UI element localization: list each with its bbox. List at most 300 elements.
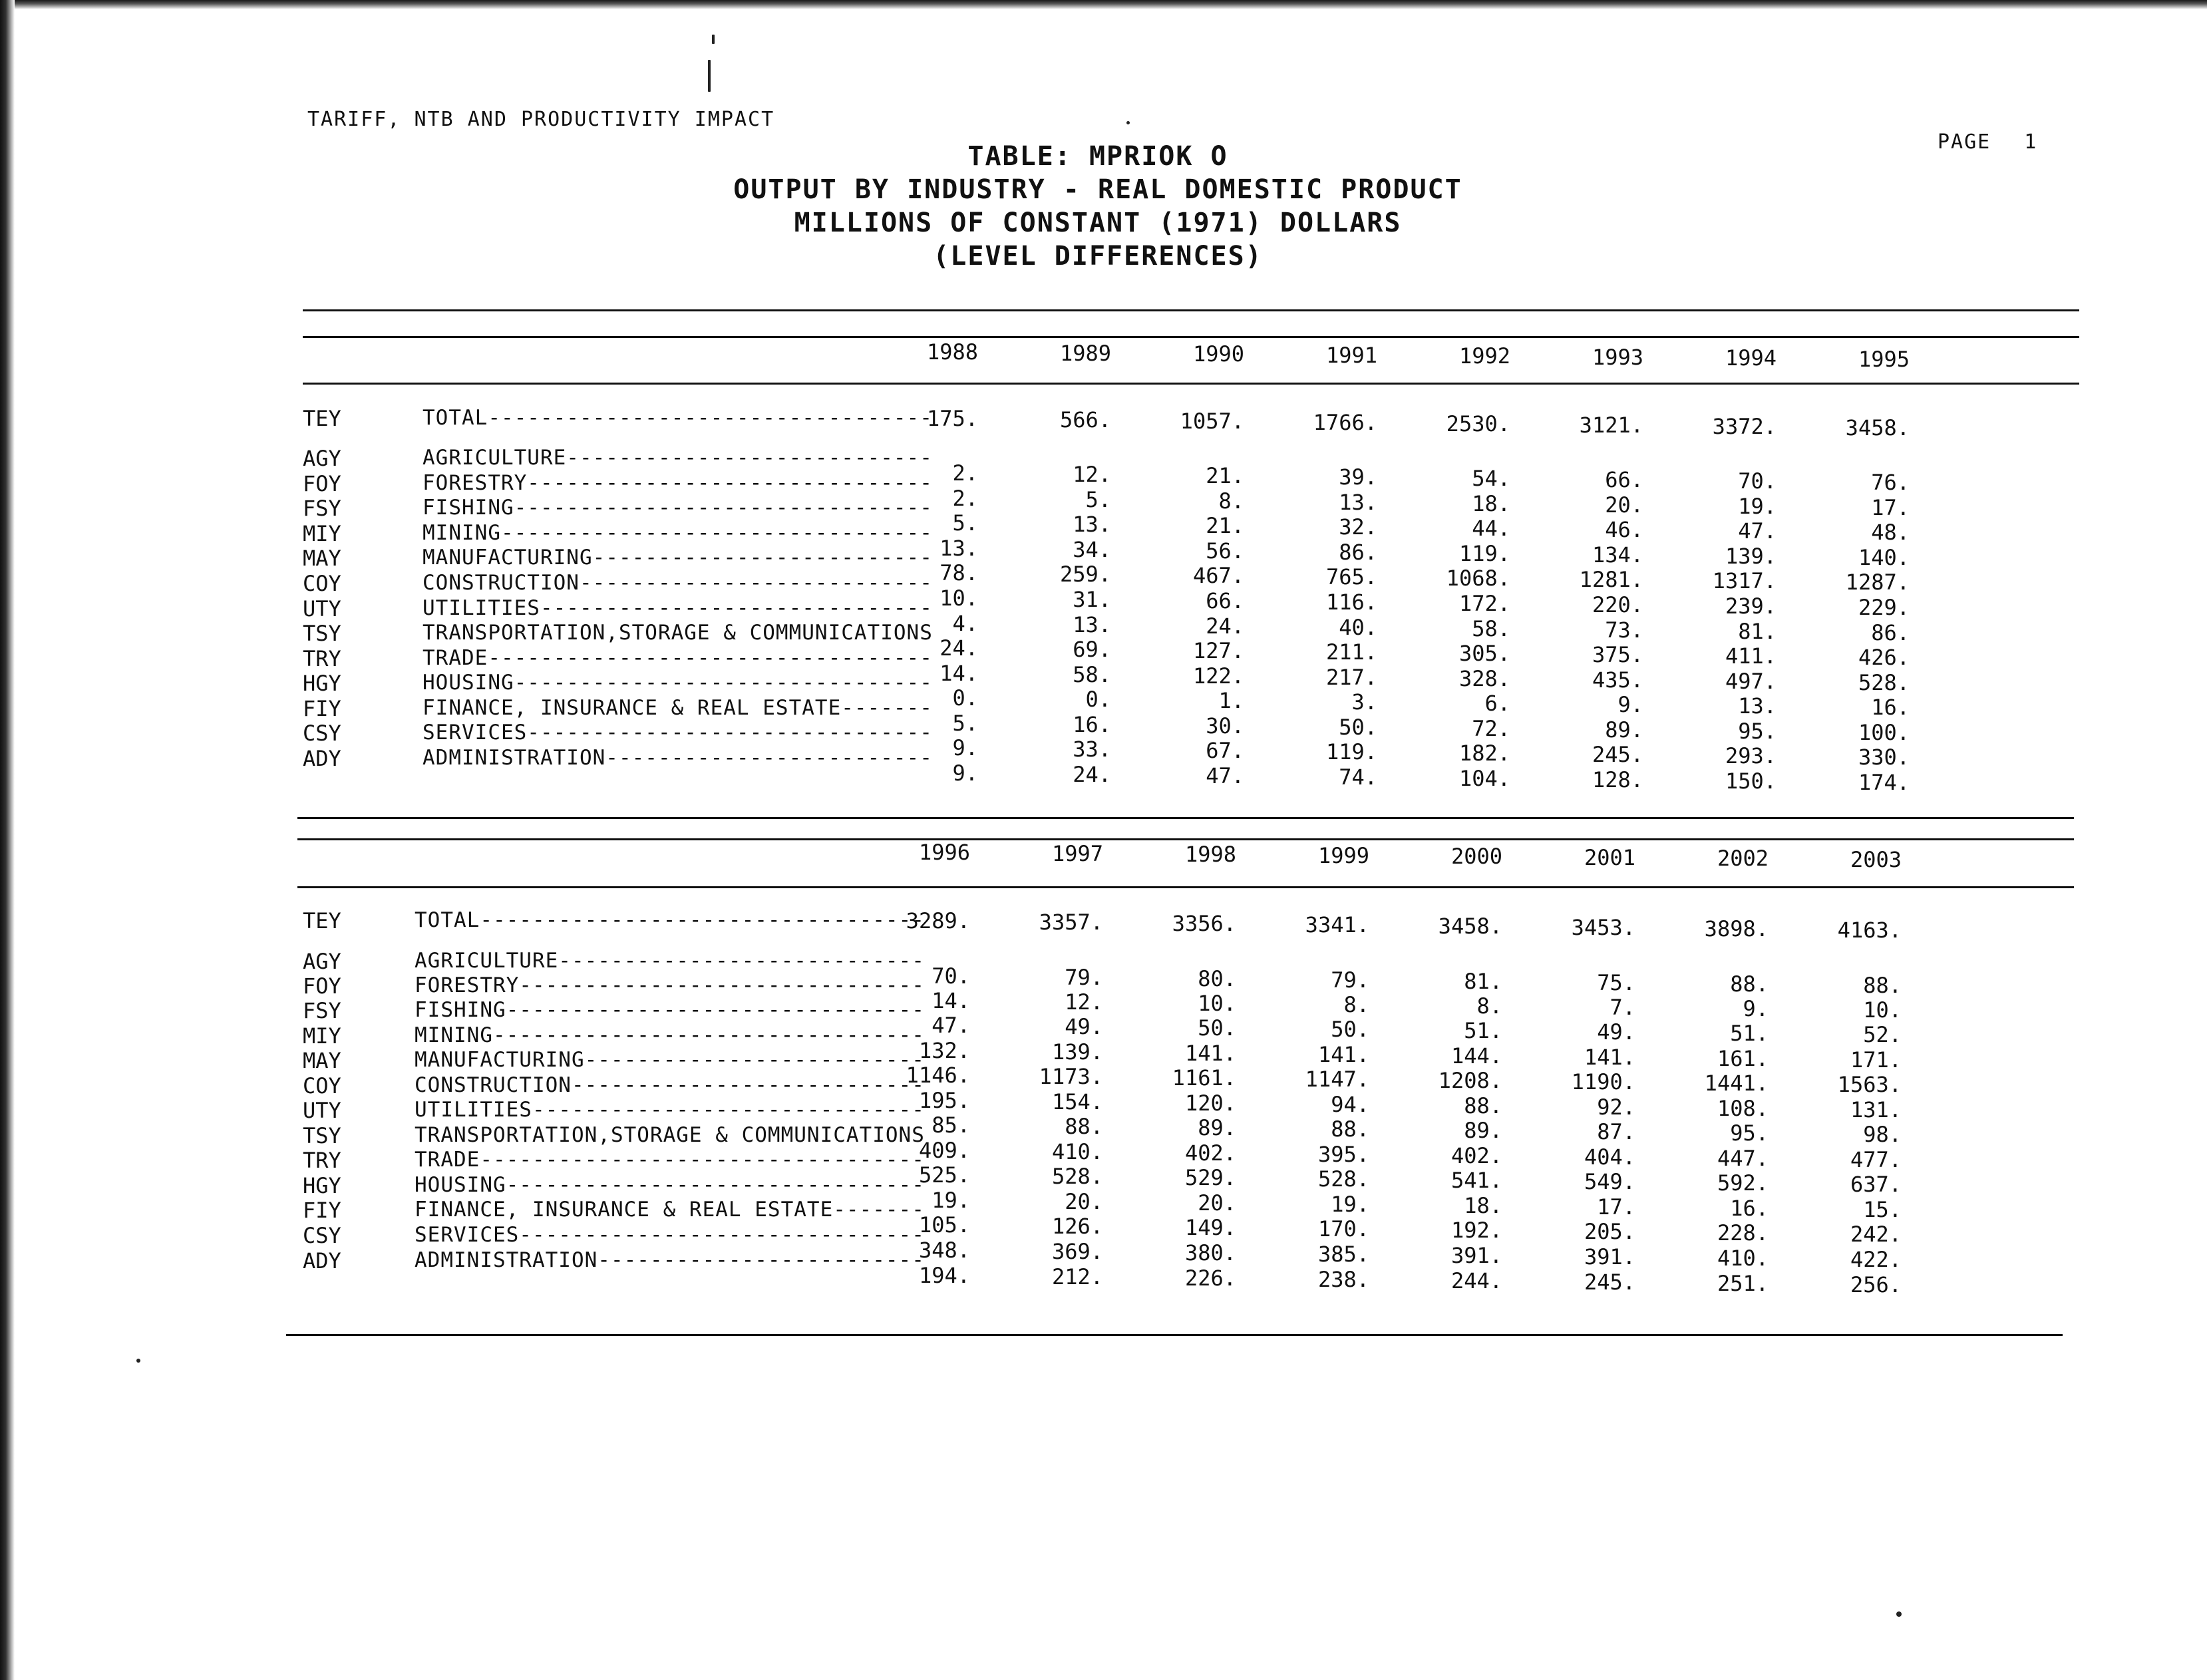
- year-header: 1993: [1592, 344, 1643, 370]
- table-cell: 19.: [1331, 1192, 1369, 1217]
- table-cell: 149.: [1184, 1215, 1236, 1240]
- industry-name: TRANSPORTATION,STORAGE & COMMUNICATIONS: [415, 1123, 925, 1147]
- table-cell: 89.: [1198, 1115, 1236, 1140]
- table-rule: [303, 336, 2079, 338]
- table-cell: 19.: [1738, 494, 1777, 519]
- table-cell: 104.: [1458, 766, 1510, 791]
- table-cell: 154.: [1051, 1089, 1103, 1114]
- table-cell: 348.: [918, 1238, 970, 1263]
- table-cell: 3.: [1351, 689, 1377, 715]
- industry-code: MIY: [303, 1023, 341, 1049]
- table-cell: 70.: [1738, 468, 1777, 494]
- table-cell: 24.: [1073, 762, 1111, 787]
- table-cell: 141.: [1584, 1045, 1635, 1070]
- table-cell: 48.: [1871, 520, 1910, 545]
- table-cell: 20.: [1198, 1190, 1236, 1216]
- scan-edge-top: [0, 0, 2207, 9]
- table-cell: 592.: [1717, 1170, 1769, 1196]
- table-cell: 88.: [1065, 1114, 1103, 1139]
- table-cell: 10.: [1198, 991, 1236, 1016]
- table-titles: [665, 140, 1530, 273]
- table-cell: 52.: [1863, 1022, 1902, 1047]
- industry-name: ADMINISTRATION-------------------------: [423, 746, 933, 770]
- table-cell: 58.: [1073, 662, 1111, 687]
- table-cell: 58.: [1472, 616, 1510, 641]
- table-cell: 141.: [1317, 1042, 1369, 1067]
- table-cell: 86.: [1871, 620, 1910, 645]
- table-cell: 119.: [1458, 541, 1510, 566]
- industry-name: ADMINISTRATION-------------------------: [415, 1248, 925, 1272]
- industry-name: MINING---------------------------------: [415, 1023, 925, 1047]
- industry-name: SERVICES-------------------------------: [415, 1223, 925, 1247]
- industry-name: FINANCE, INSURANCE & REAL ESTATE-------: [415, 1198, 925, 1222]
- table-units-title: MILLIONS OF CONSTANT (1971) DOLLARS: [794, 208, 1402, 238]
- table-subtitle: (LEVEL DIFFERENCES): [933, 241, 1263, 271]
- table-cell: 1161.: [1172, 1065, 1236, 1091]
- table-cell: 75.: [1597, 970, 1635, 995]
- table-cell: 78.: [939, 560, 978, 586]
- table-cell: 126.: [1051, 1214, 1103, 1239]
- industry-name: HOUSING--------------------------------: [415, 1173, 925, 1197]
- table-cell: 1057.: [1180, 409, 1244, 434]
- table-cell: 205.: [1584, 1219, 1635, 1244]
- industry-name: SERVICES-------------------------------: [423, 721, 933, 745]
- table-cell: 50.: [1331, 1017, 1369, 1042]
- industry-name: HOUSING--------------------------------: [423, 671, 933, 695]
- table-cell: 31.: [1073, 587, 1111, 612]
- table-cell: 69.: [1073, 637, 1111, 662]
- industry-name: CONSTRUCTION---------------------------: [415, 1073, 925, 1097]
- table-cell: 66.: [1206, 588, 1244, 613]
- year-header: 1995: [1858, 346, 1910, 372]
- table-cell: 402.: [1184, 1140, 1236, 1166]
- table-cell: 95.: [1730, 1120, 1769, 1146]
- table-cell: 528.: [1051, 1164, 1103, 1189]
- table-cell: 50.: [1339, 715, 1377, 740]
- table-cell: 73.: [1605, 617, 1643, 643]
- year-header: 1990: [1192, 341, 1244, 367]
- table-cell: 70.: [932, 963, 970, 989]
- table-cell: 51.: [1464, 1018, 1502, 1043]
- industry-code: TRY: [303, 646, 341, 671]
- table-cell: 229.: [1858, 595, 1910, 620]
- table-cell: 33.: [1073, 737, 1111, 762]
- table-cell: 305.: [1458, 641, 1510, 666]
- table-cell: 217.: [1325, 665, 1377, 690]
- table-cell: 2530.: [1446, 411, 1510, 436]
- table-rule: [297, 817, 2074, 819]
- table-cell: 47.: [1738, 518, 1777, 544]
- table-cell: 3356.: [1172, 911, 1236, 936]
- industry-name: TRADE----------------------------------: [423, 646, 933, 670]
- table-cell: 170.: [1317, 1216, 1369, 1242]
- table-cell: 56.: [1206, 538, 1244, 564]
- industry-name: TRADE----------------------------------: [415, 1148, 925, 1172]
- table-cell: 49.: [1597, 1019, 1635, 1045]
- page-label: PAGE: [1938, 130, 1991, 154]
- table-cell: 46.: [1605, 517, 1643, 542]
- table-cell: 24.: [939, 635, 978, 661]
- industry-name: TOTAL----------------------------------: [423, 406, 933, 430]
- table-cell: 385.: [1317, 1242, 1369, 1267]
- table-cell: 1208.: [1438, 1068, 1502, 1093]
- table-cell: 380.: [1184, 1240, 1236, 1265]
- table-cell: 79.: [1331, 967, 1369, 993]
- table-cell: 1190.: [1571, 1069, 1635, 1094]
- table-cell: 637.: [1850, 1172, 1902, 1197]
- table-cell: 21.: [1206, 513, 1244, 538]
- table-cell: 8.: [1476, 993, 1502, 1019]
- industry-name: MANUFACTURING--------------------------: [415, 1048, 925, 1072]
- table-cell: 410.: [1051, 1139, 1103, 1164]
- industry-code: HGY: [303, 671, 341, 696]
- industry-code: CSY: [303, 721, 341, 746]
- table-cell: 1287.: [1845, 570, 1910, 595]
- table-cell: 47.: [932, 1013, 970, 1038]
- industry-name: AGRICULTURE----------------------------: [415, 949, 925, 973]
- table-cell: 411.: [1725, 643, 1777, 669]
- table-cell: 3898.: [1704, 916, 1769, 941]
- industry-code: TEY: [303, 406, 341, 431]
- table-cell: 88.: [1331, 1116, 1369, 1142]
- industry-code: UTY: [303, 596, 341, 621]
- table-cell: 238.: [1317, 1267, 1369, 1292]
- industry-code: MAY: [303, 546, 341, 571]
- table-cell: 4163.: [1837, 918, 1902, 943]
- table-cell: 8.: [1218, 488, 1244, 514]
- table-cell: 9.: [1743, 996, 1769, 1021]
- table-cell: 24.: [1206, 613, 1244, 639]
- industry-code: FIY: [303, 696, 341, 721]
- table-cell: 44.: [1472, 516, 1510, 541]
- table-cell: 89.: [1605, 717, 1643, 743]
- table-cell: 3341.: [1305, 912, 1369, 937]
- industry-code: FSY: [303, 998, 341, 1023]
- table-cell: 80.: [1198, 966, 1236, 991]
- year-header: 1997: [1051, 840, 1103, 866]
- industry-code: CSY: [303, 1223, 341, 1248]
- table-cell: 226.: [1184, 1265, 1236, 1291]
- industry-code: COY: [303, 571, 341, 596]
- year-header: 1991: [1325, 342, 1377, 368]
- table-cell: 85.: [932, 1112, 970, 1138]
- table-cell: 87.: [1597, 1119, 1635, 1144]
- table-cell: 16.: [1073, 712, 1111, 737]
- table-cell: 20.: [1605, 492, 1643, 518]
- table-cell: 2.: [952, 460, 978, 486]
- table-cell: 174.: [1858, 770, 1910, 795]
- table-cell: 435.: [1592, 667, 1643, 693]
- table-cell: 16.: [1871, 695, 1910, 720]
- year-header: 1988: [926, 339, 978, 365]
- table-cell: 5.: [952, 510, 978, 536]
- table-cell: 192.: [1450, 1218, 1502, 1243]
- industry-code: AGY: [303, 949, 341, 974]
- table-cell: 12.: [1065, 989, 1103, 1015]
- industry-code: FOY: [303, 471, 341, 496]
- table-cell: 528.: [1317, 1166, 1369, 1192]
- table-cell: 3121.: [1579, 413, 1643, 438]
- year-header: 1996: [918, 840, 970, 865]
- table-cell: 566.: [1059, 407, 1111, 432]
- table-cell: 13.: [939, 536, 978, 561]
- table-cell: 18.: [1464, 1193, 1502, 1218]
- table-cell: 76.: [1871, 470, 1910, 495]
- industry-code: MAY: [303, 1048, 341, 1073]
- scan-edge-left: [0, 0, 15, 1680]
- table-cell: 1441.: [1704, 1071, 1769, 1096]
- table-cell: 171.: [1850, 1047, 1902, 1073]
- table-cell: 402.: [1450, 1143, 1502, 1168]
- table-cell: 9.: [1617, 692, 1643, 717]
- table-cell: 79.: [1065, 965, 1103, 990]
- year-header: 1989: [1059, 340, 1111, 366]
- table-rule: [286, 1334, 2063, 1336]
- table-cell: 119.: [1325, 739, 1377, 764]
- table-cell: 128.: [1592, 767, 1643, 792]
- table-cell: 182.: [1458, 741, 1510, 766]
- table-cell: 1.: [1218, 688, 1244, 713]
- industry-code: TEY: [303, 908, 341, 933]
- table-cell: 122.: [1192, 663, 1244, 689]
- table-cell: 220.: [1592, 592, 1643, 617]
- table-cell: 194.: [918, 1263, 970, 1288]
- table-cell: 239.: [1725, 593, 1777, 619]
- industry-code: FSY: [303, 496, 341, 521]
- table-cell: 175.: [926, 406, 978, 431]
- table-cell: 120.: [1184, 1091, 1236, 1116]
- table-cell: 391.: [1450, 1243, 1502, 1268]
- table-cell: 3453.: [1571, 915, 1635, 940]
- table-cell: 98.: [1863, 1122, 1902, 1147]
- table-cell: 88.: [1863, 973, 1902, 998]
- table-cell: 88.: [1730, 971, 1769, 997]
- table-cell: 39.: [1339, 464, 1377, 490]
- table-cell: 161.: [1717, 1046, 1769, 1071]
- table-cell: 51.: [1730, 1021, 1769, 1046]
- industry-name: TRANSPORTATION,STORAGE & COMMUNICATIONS: [423, 621, 933, 645]
- table-cell: 16.: [1730, 1196, 1769, 1221]
- industry-name: FINANCE, INSURANCE & REAL ESTATE-------: [423, 696, 933, 720]
- table-cell: 375.: [1592, 642, 1643, 667]
- table-cell: 108.: [1717, 1096, 1769, 1121]
- table-cell: 1766.: [1313, 410, 1377, 435]
- scan-speck: [708, 60, 711, 92]
- table-cell: 330.: [1858, 745, 1910, 770]
- industry-name: MINING---------------------------------: [423, 521, 933, 545]
- table-cell: 3357.: [1039, 910, 1103, 935]
- table-cell: 541.: [1450, 1168, 1502, 1193]
- year-header: 2002: [1717, 846, 1769, 871]
- table-cell: 409.: [918, 1138, 970, 1163]
- table-cell: 5.: [952, 711, 978, 736]
- table-cell: 14.: [939, 661, 978, 686]
- table-cell: 9.: [952, 760, 978, 786]
- industry-code: ADY: [303, 746, 341, 771]
- table-cell: 50.: [1198, 1015, 1236, 1041]
- scan-speck: [712, 35, 715, 44]
- industry-name: UTILITIES------------------------------: [423, 596, 933, 620]
- scan-speck: [136, 1359, 140, 1363]
- table-cell: 410.: [1717, 1246, 1769, 1271]
- table-cell: 81.: [1464, 969, 1502, 994]
- page-number: 1: [2024, 130, 2038, 154]
- table-cell: 1173.: [1039, 1064, 1103, 1089]
- table-cell: 422.: [1850, 1247, 1902, 1272]
- year-header: 1999: [1317, 842, 1369, 868]
- year-header: 2003: [1850, 846, 1902, 872]
- table-cell: 12.: [1073, 462, 1111, 487]
- table-cell: 3372.: [1712, 414, 1777, 439]
- table-cell: 369.: [1051, 1239, 1103, 1264]
- table-cell: 105.: [918, 1212, 970, 1238]
- table-cell: 140.: [1858, 545, 1910, 570]
- table-cell: 426.: [1858, 645, 1910, 670]
- table-cell: 30.: [1206, 713, 1244, 739]
- scan-speck: [1126, 121, 1130, 124]
- table-cell: 34.: [1073, 537, 1111, 562]
- industry-code: MIY: [303, 521, 341, 546]
- industry-code: TSY: [303, 1123, 341, 1148]
- table-cell: 131.: [1850, 1097, 1902, 1122]
- industry-name: FISHING--------------------------------: [423, 496, 933, 520]
- table-cell: 100.: [1858, 720, 1910, 745]
- table-cell: 10.: [1863, 997, 1902, 1023]
- table-cell: 1068.: [1446, 566, 1510, 591]
- table-cell: 17.: [1597, 1194, 1635, 1220]
- table-cell: 19.: [932, 1188, 970, 1213]
- table-cell: 447.: [1717, 1146, 1769, 1171]
- industry-code: HGY: [303, 1173, 341, 1198]
- scan-speck: [1896, 1611, 1902, 1617]
- table-cell: 95.: [1738, 719, 1777, 744]
- industry-code: TRY: [303, 1148, 341, 1173]
- table-cell: 144.: [1450, 1043, 1502, 1069]
- table-cell: 244.: [1450, 1268, 1502, 1293]
- table-cell: 1147.: [1305, 1067, 1369, 1092]
- table-cell: 13.: [1738, 693, 1777, 719]
- table-cell: 3289.: [906, 908, 970, 933]
- table-rule: [303, 309, 2079, 311]
- table-main-title: OUTPUT BY INDUSTRY - REAL DOMESTIC PRODUCT: [733, 174, 1462, 205]
- table-id-title: TABLE: MPRIOK O: [967, 141, 1228, 172]
- table-cell: 17.: [1871, 495, 1910, 520]
- table-cell: 67.: [1206, 738, 1244, 763]
- table-cell: 525.: [918, 1162, 970, 1188]
- table-cell: 467.: [1192, 563, 1244, 588]
- table-cell: 242.: [1850, 1222, 1902, 1247]
- industry-name: TOTAL----------------------------------: [415, 908, 925, 932]
- industry-name: AGRICULTURE----------------------------: [423, 446, 933, 470]
- industry-name: FISHING--------------------------------: [415, 998, 925, 1022]
- table-cell: 528.: [1858, 670, 1910, 695]
- industry-code: UTY: [303, 1098, 341, 1123]
- industry-code: ADY: [303, 1248, 341, 1273]
- table-rule: [303, 383, 2079, 385]
- industry-code: FIY: [303, 1198, 341, 1223]
- industry-name: MANUFACTURING--------------------------: [423, 546, 933, 570]
- table-cell: 6.: [1484, 691, 1510, 716]
- table-cell: 32.: [1339, 514, 1377, 540]
- table-cell: 13.: [1073, 612, 1111, 637]
- table-cell: 21.: [1206, 463, 1244, 488]
- table-cell: 172.: [1458, 591, 1510, 616]
- table-cell: 88.: [1464, 1093, 1502, 1118]
- table-cell: 54.: [1472, 466, 1510, 491]
- industry-name: FORESTRY-------------------------------: [423, 471, 933, 495]
- table-cell: 13.: [1073, 512, 1111, 537]
- table-cell: 139.: [1725, 544, 1777, 569]
- table-cell: 5.: [1085, 487, 1111, 512]
- year-header: 1994: [1725, 345, 1777, 371]
- table-cell: 404.: [1584, 1144, 1635, 1170]
- table-cell: 293.: [1725, 743, 1777, 768]
- report-header: TARIFF, NTB AND PRODUCTIVITY IMPACT: [307, 108, 775, 131]
- table-cell: 1281.: [1579, 567, 1643, 592]
- table-cell: 395.: [1317, 1142, 1369, 1167]
- table-cell: 211.: [1325, 639, 1377, 665]
- table-cell: 94.: [1331, 1092, 1369, 1117]
- table-cell: 89.: [1464, 1118, 1502, 1143]
- table-cell: 66.: [1605, 467, 1643, 492]
- table-cell: 81.: [1738, 619, 1777, 644]
- year-header: 2000: [1450, 844, 1502, 869]
- year-header: 2001: [1584, 844, 1635, 870]
- table-cell: 132.: [918, 1038, 970, 1063]
- table-rule: [297, 886, 2074, 888]
- table-cell: 3458.: [1845, 415, 1910, 440]
- table-cell: 549.: [1584, 1169, 1635, 1194]
- industry-code: FOY: [303, 973, 341, 999]
- table-cell: 195.: [918, 1088, 970, 1113]
- table-cell: 228.: [1717, 1220, 1769, 1246]
- industry-name: FORESTRY-------------------------------: [415, 973, 925, 997]
- table-cell: 259.: [1059, 562, 1111, 587]
- table-cell: 4.: [952, 611, 978, 636]
- table-cell: 139.: [1051, 1039, 1103, 1065]
- industry-code: TSY: [303, 621, 341, 646]
- year-header: 1992: [1458, 343, 1510, 369]
- page-indicator: [1938, 130, 2037, 154]
- table-cell: 49.: [1065, 1014, 1103, 1039]
- table-cell: 245.: [1584, 1269, 1635, 1295]
- industry-name: UTILITIES------------------------------: [415, 1098, 925, 1122]
- year-header: 1998: [1184, 842, 1236, 867]
- table-cell: 14.: [932, 988, 970, 1013]
- table-cell: 141.: [1184, 1041, 1236, 1066]
- table-cell: 1146.: [906, 1063, 970, 1088]
- table-cell: 529.: [1184, 1165, 1236, 1190]
- table-cell: 256.: [1850, 1272, 1902, 1297]
- table-cell: 1563.: [1837, 1072, 1902, 1097]
- table-cell: 47.: [1206, 763, 1244, 788]
- table-cell: 18.: [1472, 491, 1510, 516]
- table-cell: 391.: [1584, 1244, 1635, 1269]
- table-cell: 328.: [1458, 666, 1510, 691]
- industry-name: CONSTRUCTION---------------------------: [423, 571, 933, 595]
- table-cell: 13.: [1339, 490, 1377, 515]
- table-cell: 245.: [1592, 742, 1643, 767]
- table-cell: 40.: [1339, 615, 1377, 640]
- table-cell: 127.: [1192, 638, 1244, 663]
- table-cell: 72.: [1472, 716, 1510, 741]
- table-cell: 150.: [1725, 768, 1777, 794]
- table-cell: 765.: [1325, 564, 1377, 589]
- table-cell: 74.: [1339, 764, 1377, 790]
- table-cell: 10.: [939, 586, 978, 611]
- table-rule: [297, 838, 2074, 840]
- table-cell: 86.: [1339, 540, 1377, 565]
